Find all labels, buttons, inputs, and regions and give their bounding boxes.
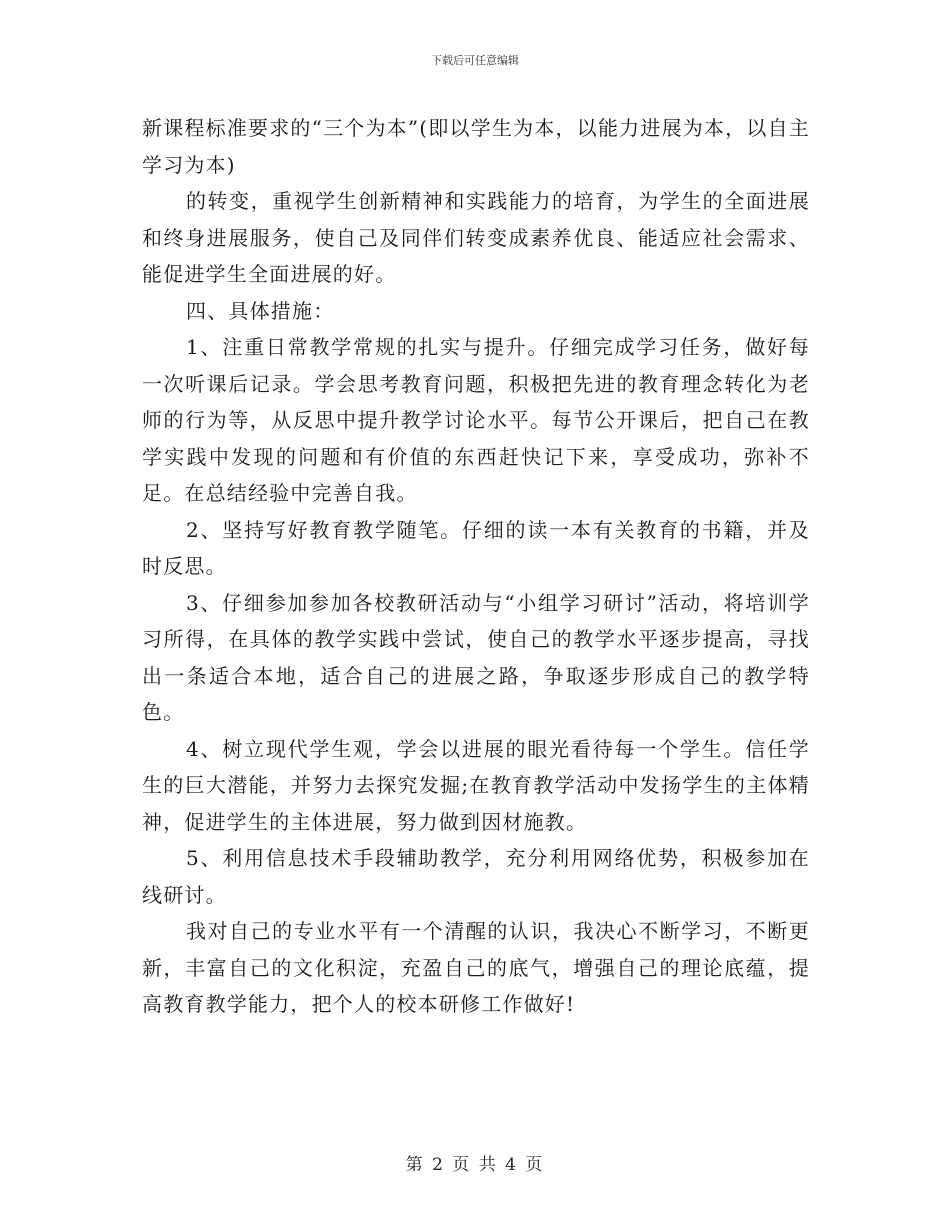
paragraph-1: 新课程标准要求的“三个为本”(即以学生为本，以能力进展为本，以自主学习为本) — [142, 116, 810, 177]
paragraph-measure-3: 3、仔细参加参加各校教研活动与“小组学习研讨”活动，将培训学习所得，在具体的教学实践中尝试，使自己的教学水平逐步提高，寻找出一条适合本地，适合自己的进展之路，争取逐步形成自己的教学特色。 — [142, 590, 810, 724]
paragraph-2: 的转变，重视学生创新精神和实践能力的培育，为学生的全面进展和终身进展服务，使自己及同伴们转变成素养优良、能适应社会需求、能促进学生全面进展的好。 — [142, 189, 810, 286]
page-header-note: 下载后可任意编辑 — [431, 54, 519, 67]
paragraph-conclusion: 我对自己的专业水平有一个清醒的认识，我决心不断学习，不断更新，丰富自己的文化积淀，充盈自己的底气，增强自己的理论底蕴，提高教育教学能力，把个人的校本研修工作做好! — [142, 919, 810, 1016]
section-heading-measures: 四、具体措施： — [186, 298, 335, 323]
paragraph-measure-2: 2、坚持写好教育教学随笔。仔细的读一本有关教育的书籍，并及时反思。 — [142, 517, 810, 578]
paragraph-measure-4: 4、树立现代学生观，学会以进展的眼光看待每一个学生。信任学生的巨大潜能，并努力去探究发掘;在教育教学活动中发扬学生的主体精神，促进学生的主体进展，努力做到因材施教。 — [142, 736, 810, 834]
document-body — [142, 110, 810, 1023]
paragraph-measure-1: 1、注重日常教学常规的扎实与提升。仔细完成学习任务，做好每一次听课后记录。学会思考教育问题，积极把先进的教育理念转化为老师的行为等，从反思中提升教学讨论水平。每节公开课后，把自己在教学实践中发现的问题和有价值的东西赶快记下来，享受成功，弥补不足。在总结经验中完善自我。 — [142, 335, 810, 505]
page-number-footer: 第 2 页 共 4 页 — [405, 1155, 545, 1175]
paragraph-measure-5: 5、利用信息技术手段辅助教学，充分利用网络优势，积极参加在线研讨。 — [142, 846, 810, 907]
